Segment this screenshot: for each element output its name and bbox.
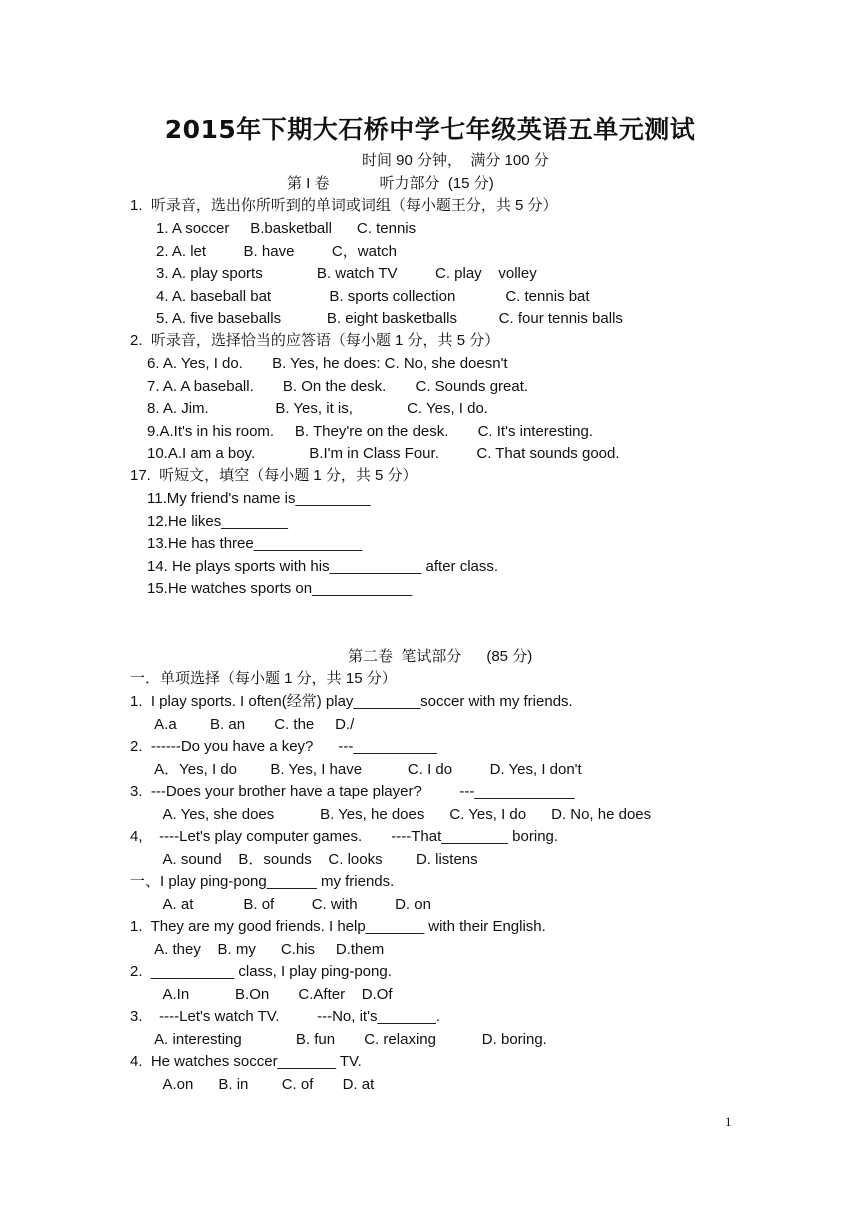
question-item: 9.A.It's in his room. B. They're on the desk. C. It's interesting.: [147, 423, 594, 440]
question-line: 一、I play ping-pong______ my friends.: [130, 873, 395, 890]
question-line: 2. __________ class, I play ping-pong.: [130, 963, 392, 980]
question-item: 11.My friend's name is_________: [147, 490, 371, 507]
question-item: 3. A. play sports B. watch TV C. play volley: [156, 265, 537, 282]
question-item: 2. A. let B. have C，watch: [156, 243, 397, 260]
question-header: 2. 听录音，选择恰当的应答语（每小题 1 分，共 5 分）: [130, 332, 500, 349]
question-header: 17. 听短文，填空（每小题 1 分，共 5 分）: [130, 467, 418, 484]
question-line: A. they B. my C.his D.them: [130, 941, 385, 958]
question-line: A.In B.On C.After D.Of: [130, 986, 393, 1003]
question-item: 13.He has three_____________: [147, 535, 363, 552]
section-header: 一．单项选择（每小题 1 分，共 15 分）: [130, 670, 397, 687]
question-item: 12.He likes________: [147, 513, 288, 530]
time-and-score: 时间 90 分钟， 满分 100 分: [362, 152, 549, 169]
question-item: 8. A. Jim. B. Yes, it is, C. Yes, I do.: [147, 400, 488, 417]
question-item: 14. He plays sports with his___________ after class.: [147, 558, 499, 575]
question-line: 3. ----Let's watch TV. ---No, it's_______.: [130, 1008, 441, 1025]
page-title: 2015年下期大石桥中学七年级英语五单元测试: [164, 115, 696, 144]
question-item: 6. A. Yes, I do. B. Yes, he does: C. No, she doesn't: [147, 355, 508, 372]
question-line: 4, ----Let's play computer games. ----That________ boring.: [130, 828, 559, 845]
question-item: 4. A. baseball bat B. sports collection C. tennis bat: [156, 288, 590, 305]
question-item: 1. A soccer B.basketball C. tennis: [156, 220, 417, 237]
question-line: A.on B. in C. of D. at: [130, 1076, 375, 1093]
part1-heading: 第 I 卷 听力部分 (15 分): [287, 175, 494, 192]
page-number: 1: [725, 1114, 732, 1129]
question-line: 1. I play sports. I often(经常) play________soccer with my friends.: [130, 693, 573, 710]
question-line: A. sound B．sounds C. looks D. listens: [130, 851, 478, 868]
question-line: A. interesting B. fun C. relaxing D. boring.: [130, 1031, 547, 1048]
part2-heading: 第二卷 笔试部分 (85 分): [348, 648, 533, 665]
question-line: A．Yes, I do B. Yes, I have C. I do D. Yes, I don't: [130, 761, 582, 778]
question-line: 2. ------Do you have a key? ---__________: [130, 738, 437, 755]
question-line: 4. He watches soccer_______ TV.: [130, 1053, 362, 1070]
question-item: 7. A. A baseball. B. On the desk. C. Sounds great.: [147, 378, 529, 395]
question-item: 5. A. five baseballs B. eight basketballs C. four tennis balls: [156, 310, 623, 327]
question-item: 10.A.I am a boy. B.I'm in Class Four. C. That sounds good.: [147, 445, 620, 462]
question-item: 15.He watches sports on____________: [147, 580, 413, 597]
question-line: A. Yes, she does B. Yes, he does C. Yes, I do D. No, he does: [130, 806, 652, 823]
question-header: 1. 听录音，选出你所听到的单词或词组（每小题王分，共 5 分）: [130, 197, 558, 214]
question-line: A.a B. an C. the D./: [130, 716, 355, 733]
question-line: 3. ---Does your brother have a tape player? ---____________: [130, 783, 575, 800]
question-line: 1. They are my good friends. I help_______ with their English.: [130, 918, 546, 935]
question-line: A. at B. of C. with D. on: [130, 896, 431, 913]
